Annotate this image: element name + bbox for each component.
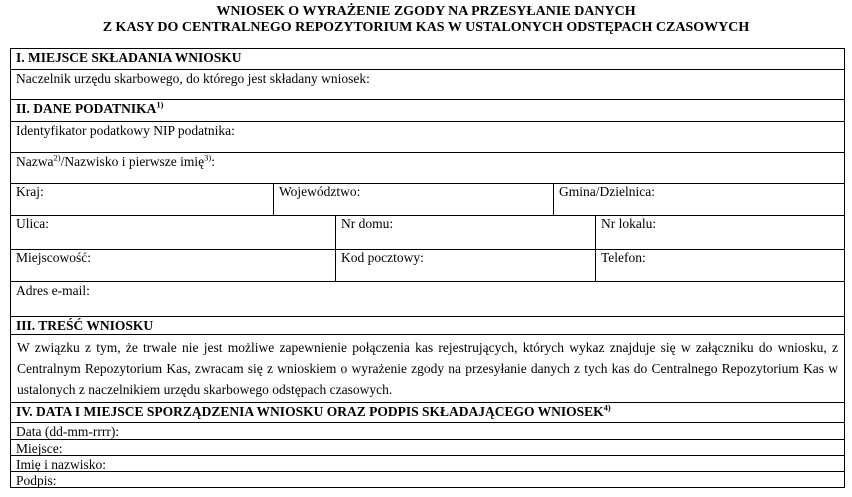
field-nip[interactable]: [11, 121, 844, 152]
field-naczelnik[interactable]: [11, 69, 844, 99]
field-miejscowosc[interactable]: [11, 250, 335, 281]
address-row-3: [11, 249, 844, 281]
section-i-header: [11, 49, 844, 69]
field-data-label: Data (dd-mm-rrrr):: [16, 424, 120, 439]
section-iii-header: [11, 316, 844, 334]
field-kraj-label: Kraj:: [16, 184, 44, 199]
nazwa-label-colon: :: [211, 154, 216, 169]
field-wojewodztwo-label: Województwo:: [279, 184, 361, 199]
field-telefon-label: Telefon:: [601, 250, 646, 265]
application-statement-text: W związku z tym, że trwale nie jest możliwe zapewnienie połączenia kas rejestrujących, których wykaz znajduje się w załączniku do wniosku, z Centralnym Repozytorium Kas, zwracam się z wnioskiem o wyrażenie zgody na przesyłanie danych z tych kas do Centralnego Repozytorium Kas w ustalonych z naczelnikiem urzędu skarbowego odstępach czasowych.: [17, 340, 838, 397]
nazwa-label-part2: /Nazwisko i pierwsze imię: [60, 154, 205, 169]
address-row-2: [11, 215, 844, 249]
field-imie-nazwisko-label: Imię i nazwisko:: [16, 457, 106, 471]
section-iv-header: [11, 402, 844, 422]
field-telefon[interactable]: [595, 250, 844, 281]
field-miejsce[interactable]: [11, 439, 844, 455]
field-miejsce-label: Miejsce:: [16, 441, 63, 455]
section-i-header-label: I. MIEJSCE SKŁADANIA WNIOSKU: [16, 50, 242, 65]
footnote-ref-4: 4): [603, 402, 611, 413]
field-nr-domu-label: Nr domu:: [341, 216, 394, 231]
footnote-ref-2: 2): [53, 152, 61, 163]
section-ii-header: [11, 99, 844, 121]
field-naczelnik-label: Naczelnik urzędu skarbowego, do którego jest składany wniosek:: [16, 71, 370, 86]
address-row-1: [11, 183, 844, 215]
field-kod-pocztowy-label: Kod pocztowy:: [341, 250, 424, 265]
document-title-line2: Z KASY DO CENTRALNEGO REPOZYTORIUM KAS W USTALONYCH ODSTĘPACH CZASOWYCH: [102, 19, 750, 35]
field-nazwa-nazwisko-label: [11, 153, 220, 170]
document-title-line1: WNIOSEK O WYRAŻENIE ZGODY NA PRZESYŁANIE DANYCH: [216, 4, 636, 19]
footnote-ref-3: 3): [204, 152, 212, 163]
field-email[interactable]: [11, 281, 844, 316]
nazwa-label-part1: Nazwa: [16, 154, 54, 169]
section-iv-header-text: IV. DATA I MIEJSCE SPORZĄDZENIA WNIOSKU ORAZ PODPIS SKŁADAJĄCEGO WNIOSEK: [16, 404, 604, 419]
field-gmina-dzielnica-label: Gmina/Dzielnica:: [559, 184, 655, 199]
field-kraj[interactable]: [11, 184, 273, 215]
document-title: [0, 0, 852, 35]
section-ii-header-text: II. DANE PODATNIKA: [16, 101, 157, 116]
section-ii-header-label: [11, 100, 168, 117]
field-nip-label: Identyfikator podatkowy NIP podatnika:: [16, 123, 235, 138]
field-gmina-dzielnica[interactable]: [553, 184, 844, 215]
field-podpis-label: Podpis:: [16, 473, 57, 487]
field-ulica[interactable]: [11, 216, 335, 249]
form-table: [10, 48, 845, 488]
field-email-label: Adres e-mail:: [16, 283, 90, 298]
section-iv-header-label: [11, 403, 616, 420]
field-nr-domu[interactable]: [335, 216, 595, 249]
footnote-ref-1: 1): [156, 99, 164, 110]
field-data[interactable]: [11, 422, 844, 439]
field-nr-lokalu[interactable]: [595, 216, 844, 249]
field-wojewodztwo[interactable]: [273, 184, 553, 215]
section-iii-header-label: III. TREŚĆ WNIOSKU: [16, 318, 154, 333]
field-podpis[interactable]: [11, 471, 844, 487]
field-imie-nazwisko[interactable]: [11, 455, 844, 471]
section-iii-body: [11, 334, 844, 402]
field-miejscowosc-label: Miejscowość:: [16, 250, 91, 265]
field-kod-pocztowy[interactable]: [335, 250, 595, 281]
field-nazwa-nazwisko[interactable]: [11, 152, 844, 183]
field-nr-lokalu-label: Nr lokalu:: [601, 216, 657, 231]
field-ulica-label: Ulica:: [16, 216, 49, 231]
